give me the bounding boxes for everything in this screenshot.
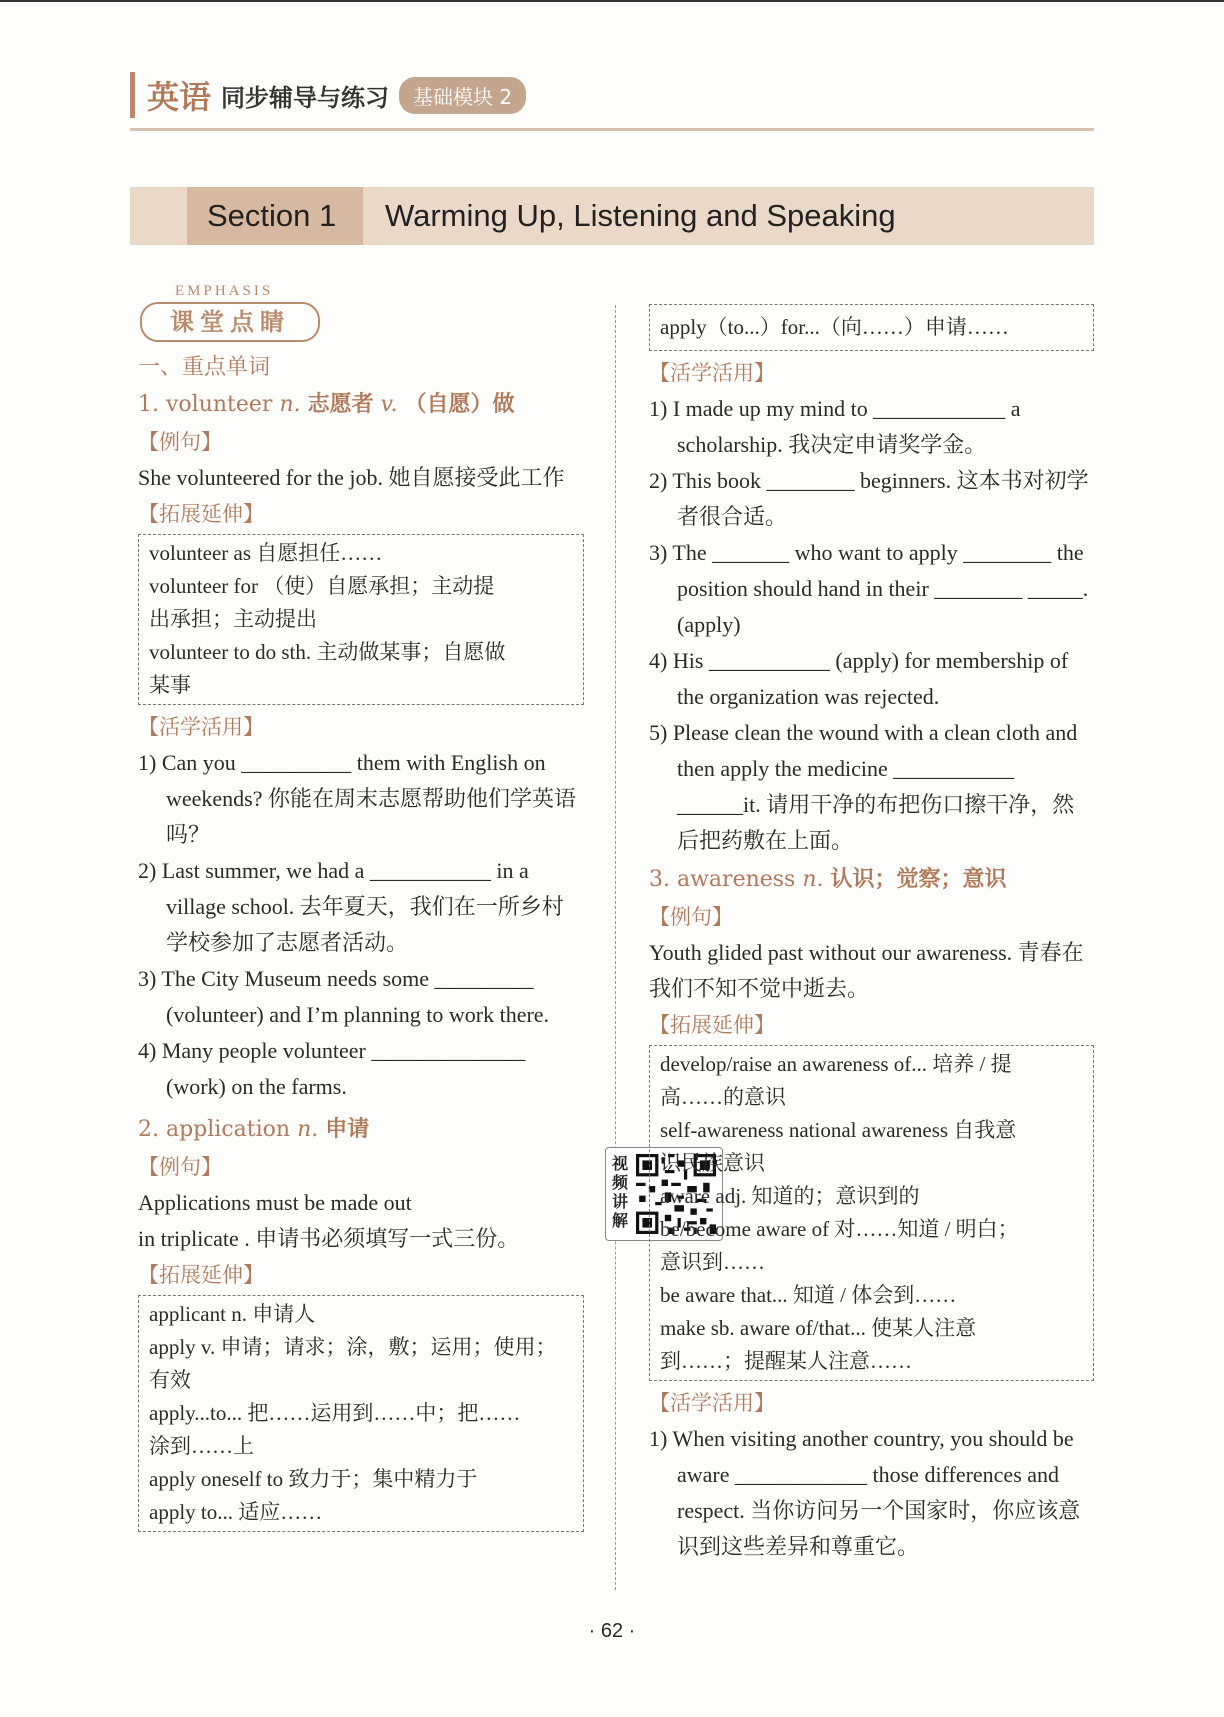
example-tag: 【例句】	[138, 430, 222, 454]
example-tag: 【例句】	[138, 1155, 222, 1179]
extension-line: develop/raise an awareness of... 培养 / 提	[660, 1052, 1012, 1076]
emphasis-label-cn: 课堂点睛	[170, 308, 290, 336]
practice-item: 5) Please clean the wound with a clean cloth and then apply the medicine ___________ ______it. 请用干净的布把伤口擦干净，然后把药敷在上面。	[649, 720, 1078, 853]
extension-line: 意识到……	[660, 1250, 765, 1274]
word-application-headword: 2. application	[138, 1117, 291, 1142]
example-tag: 【例句】	[649, 905, 733, 929]
emphasis-badge	[140, 302, 320, 342]
word-volunteer-cn1: 志愿者	[307, 392, 374, 417]
practice-item: 3) The _______ who want to apply ________ the position should hand in their ________ _____. (apply)	[649, 540, 1089, 637]
word-awareness-headword: 3. awareness	[649, 867, 796, 892]
extension-tag: 【拓展延伸】	[138, 1263, 264, 1287]
extension-line: be/become aware of 对……知道 / 明白；	[660, 1217, 1019, 1241]
left-column	[138, 350, 629, 1536]
extension-line: apply oneself to 致力于；集中精力于	[149, 1467, 478, 1491]
extension-line: apply to... 适应……	[149, 1500, 323, 1524]
section-banner	[130, 187, 1094, 245]
extension-box	[138, 534, 584, 705]
extension-line: 出承担；主动提出	[149, 607, 317, 631]
practice-item: 1) I made up my mind to ____________ a scholarship. 我决定申请奖学金。	[649, 396, 1021, 457]
extension-line: apply...to... 把……运用到……中；把……	[149, 1401, 521, 1425]
practice-item: 4) Many people volunteer ______________ (work) on the farms.	[138, 1038, 526, 1099]
word-volunteer	[138, 386, 584, 424]
word-awareness	[649, 861, 1094, 899]
extension-tag: 【拓展延伸】	[138, 502, 264, 526]
page-number: · 62 ·	[588, 1620, 636, 1642]
extension-line: 高……的意识	[660, 1085, 786, 1109]
word-application-cn: 申请	[325, 1117, 370, 1142]
extension-line: apply v. 申请；请求；涂，敷；运用；使用；	[149, 1335, 557, 1359]
practice-item: 1) When visiting another country, you should be aware ____________ those differences and respect. 当你访问另一个国家时，你应该意识到这些差异和尊重它。	[649, 1426, 1081, 1559]
emphasis-label-en: EMPHASIS	[175, 283, 274, 299]
apply-for-box	[649, 304, 1094, 351]
extension-line: volunteer for （使）自愿承担；主动提	[149, 574, 495, 598]
practice-item: 3) The City Museum needs some _________ (volunteer) and I’m planning to work there.	[138, 966, 550, 1027]
extension-tag: 【拓展延伸】	[649, 1013, 775, 1037]
extension-line: 识民族意识	[660, 1151, 765, 1175]
practice-tag: 【活学活用】	[138, 715, 264, 739]
word-awareness-pos: n.	[802, 867, 824, 892]
practice-item: 4) His ___________ (apply) for membership of the organization was rejected.	[649, 648, 1069, 709]
word-volunteer-headword: 1. volunteer	[138, 392, 273, 417]
word-application	[138, 1111, 584, 1149]
extension-line: 到……；提醒某人注意……	[660, 1349, 912, 1373]
column-divider	[615, 305, 616, 1590]
practice-item: 1) Can you __________ them with English on weekends? 你能在周末志愿帮助他们学英语吗？	[138, 750, 577, 847]
extension-line: volunteer to do sth. 主动做某事；自愿做	[149, 640, 506, 664]
extension-box	[138, 1295, 584, 1532]
vocab-heading: 一、重点单词	[138, 355, 271, 380]
example-sentence-line: in triplicate . 申请书必须填写一式三份。	[138, 1226, 520, 1251]
extension-line: 涂到……上	[149, 1434, 254, 1458]
extension-line: self-awareness national awareness 自我意	[660, 1118, 1017, 1142]
word-volunteer-pos1: n.	[279, 392, 301, 417]
extension-line: make sb. aware of/that... 使某人注意	[660, 1316, 977, 1340]
extension-line: applicant n. 申请人	[149, 1302, 316, 1326]
top-border	[0, 0, 1224, 2]
practice-item: 2) Last summer, we had a ___________ in a village school. 去年夏天，我们在一所乡村学校参加了志愿者活动。	[138, 858, 564, 955]
extension-line: 有效	[149, 1368, 191, 1392]
book-header	[130, 70, 526, 120]
header-rule	[130, 128, 1094, 131]
word-application-pos: n.	[297, 1117, 319, 1142]
qr-label: 视频讲解	[612, 1154, 629, 1230]
extension-line: volunteer as 自愿担任……	[149, 541, 383, 565]
word-awareness-cn: 认识；觉察；意识	[830, 867, 1007, 892]
practice-tag: 【活学活用】	[649, 1391, 775, 1415]
apply-for-line: apply（to...）for...（向……）申请……	[660, 315, 1009, 339]
extension-line: be aware that... 知道 / 体会到……	[660, 1283, 957, 1307]
practice-item: 2) This book ________ beginners. 这本书对初学者很合适。	[649, 468, 1089, 529]
header-subject: 英语	[147, 78, 212, 116]
header-book-title: 同步辅导与练习	[221, 83, 390, 112]
header-accent-bar	[130, 72, 135, 118]
word-volunteer-cn2: （自愿）做	[404, 392, 515, 417]
extension-box	[649, 1045, 1094, 1381]
section-title: Warming Up, Listening and Speaking	[385, 198, 896, 233]
example-sentence: She volunteered for the job. 她自愿接受此工作	[138, 465, 565, 490]
header-module-badge: 基础模块 2	[399, 77, 526, 114]
extension-line: aware adj. 知道的；意识到的	[660, 1184, 920, 1208]
example-sentence-line: Applications must be made out	[138, 1190, 412, 1215]
word-volunteer-pos2: v.	[380, 392, 398, 417]
example-sentence: Youth glided past without our awareness. 青春在我们不知不觉中逝去。	[649, 940, 1084, 1001]
extension-line: 某事	[149, 673, 191, 697]
right-column	[649, 302, 1094, 1565]
practice-tag: 【活学活用】	[649, 361, 775, 385]
section-number: Section 1	[187, 187, 363, 245]
